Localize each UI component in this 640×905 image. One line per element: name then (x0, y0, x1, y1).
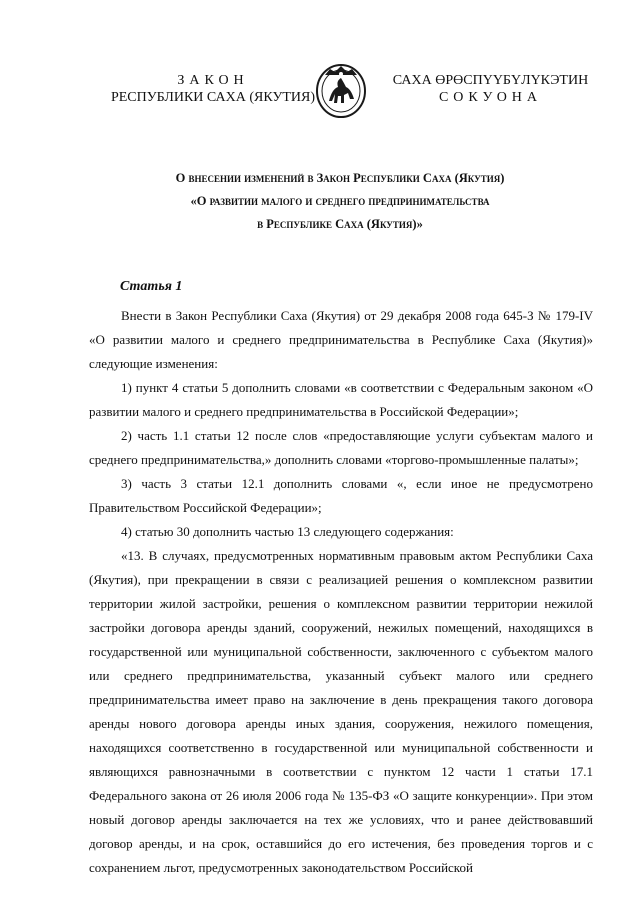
paragraph-part-13: «13. В случаях, предусмотренных нормативным правовым актом Республики Саха (Якутия), при прекращении в связи с реализацией решения о комплексном развитии территории жилой застройки, решения о комплексном развитии территории нежилой застройки договора аренды зданий, сооружений, нежилых помещений, находящихся в государственной или муниципальной собственности, заключенного с субъектом малого или среднего предпринимательства, указанный субъект малого или среднего предпринимательства имеет право на заключение в день прекращения такого договора аренды нового договора аренды иных здания, сооружения, нежилого помещения, находящихся соответственно в государственной или муниципальной собственности и являющихся равнозначными в соответствии с пунктом 12 части 1 статьи 17.1 Федерального закона от 26 июля 2006 года № 135-ФЗ «О защите конкуренции». При этом новый договор аренды заключается на тех же условиях, что и ранее действовавший договор аренды, и на срок, оставшийся до его истечения, без проведения торгов и с сохранением льгот, предусмотренных законодательством Российской (89, 548, 593, 875)
header-right-subtitle: СОКУОНА (438, 90, 543, 105)
paragraph-item-4: 4) статью 30 дополнить частью 13 следующего содержания: (121, 524, 454, 539)
title-line-2: «О развитии малого и среднего предпринимательства (190, 194, 490, 208)
paragraph-item-1: 1) пункт 4 статьи 5 дополнить словами «в соответствии с Федеральным законом «О развитии малого и среднего предпринимательства в Российской Федерации»; (89, 380, 593, 419)
document-title (100, 167, 580, 236)
paragraph-item-3: 3) часть 3 статьи 12.1 дополнить словами «, если иное не предусмотрено Правительством Российской Федерации»; (89, 476, 593, 515)
title-line-1: О внесении изменений в Закон Республики Саха (Якутия) (175, 171, 505, 185)
header-left (108, 72, 318, 106)
article-body (89, 304, 593, 880)
header-right (378, 72, 603, 106)
document-header (0, 0, 640, 130)
article-heading: Статья 1 (120, 279, 183, 294)
paragraph-intro: Внести в Закон Республики Саха (Якутия) от 29 декабря 2008 года 645-З № 179-IV «О развитии малого и среднего предпринимательства в Республике Саха (Якутия)» следующие изменения: (89, 308, 593, 371)
header-right-title: САХА ӨРӨСПҮҮБҮЛҮКЭТИН (392, 73, 589, 88)
header-left-title: ЗАКОН (177, 73, 249, 88)
coat-of-arms-emblem-icon (314, 61, 368, 119)
header-left-subtitle: РЕСПУБЛИКИ САХА (ЯКУТИЯ) (110, 90, 316, 105)
title-line-3: в Республике Саха (Якутия)» (257, 217, 423, 231)
paragraph-item-2: 2) часть 1.1 статьи 12 после слов «предоставляющие услуги субъектам малого и среднего предпринимательства,» дополнить словами «торгово-промышленные палаты»; (89, 428, 593, 467)
